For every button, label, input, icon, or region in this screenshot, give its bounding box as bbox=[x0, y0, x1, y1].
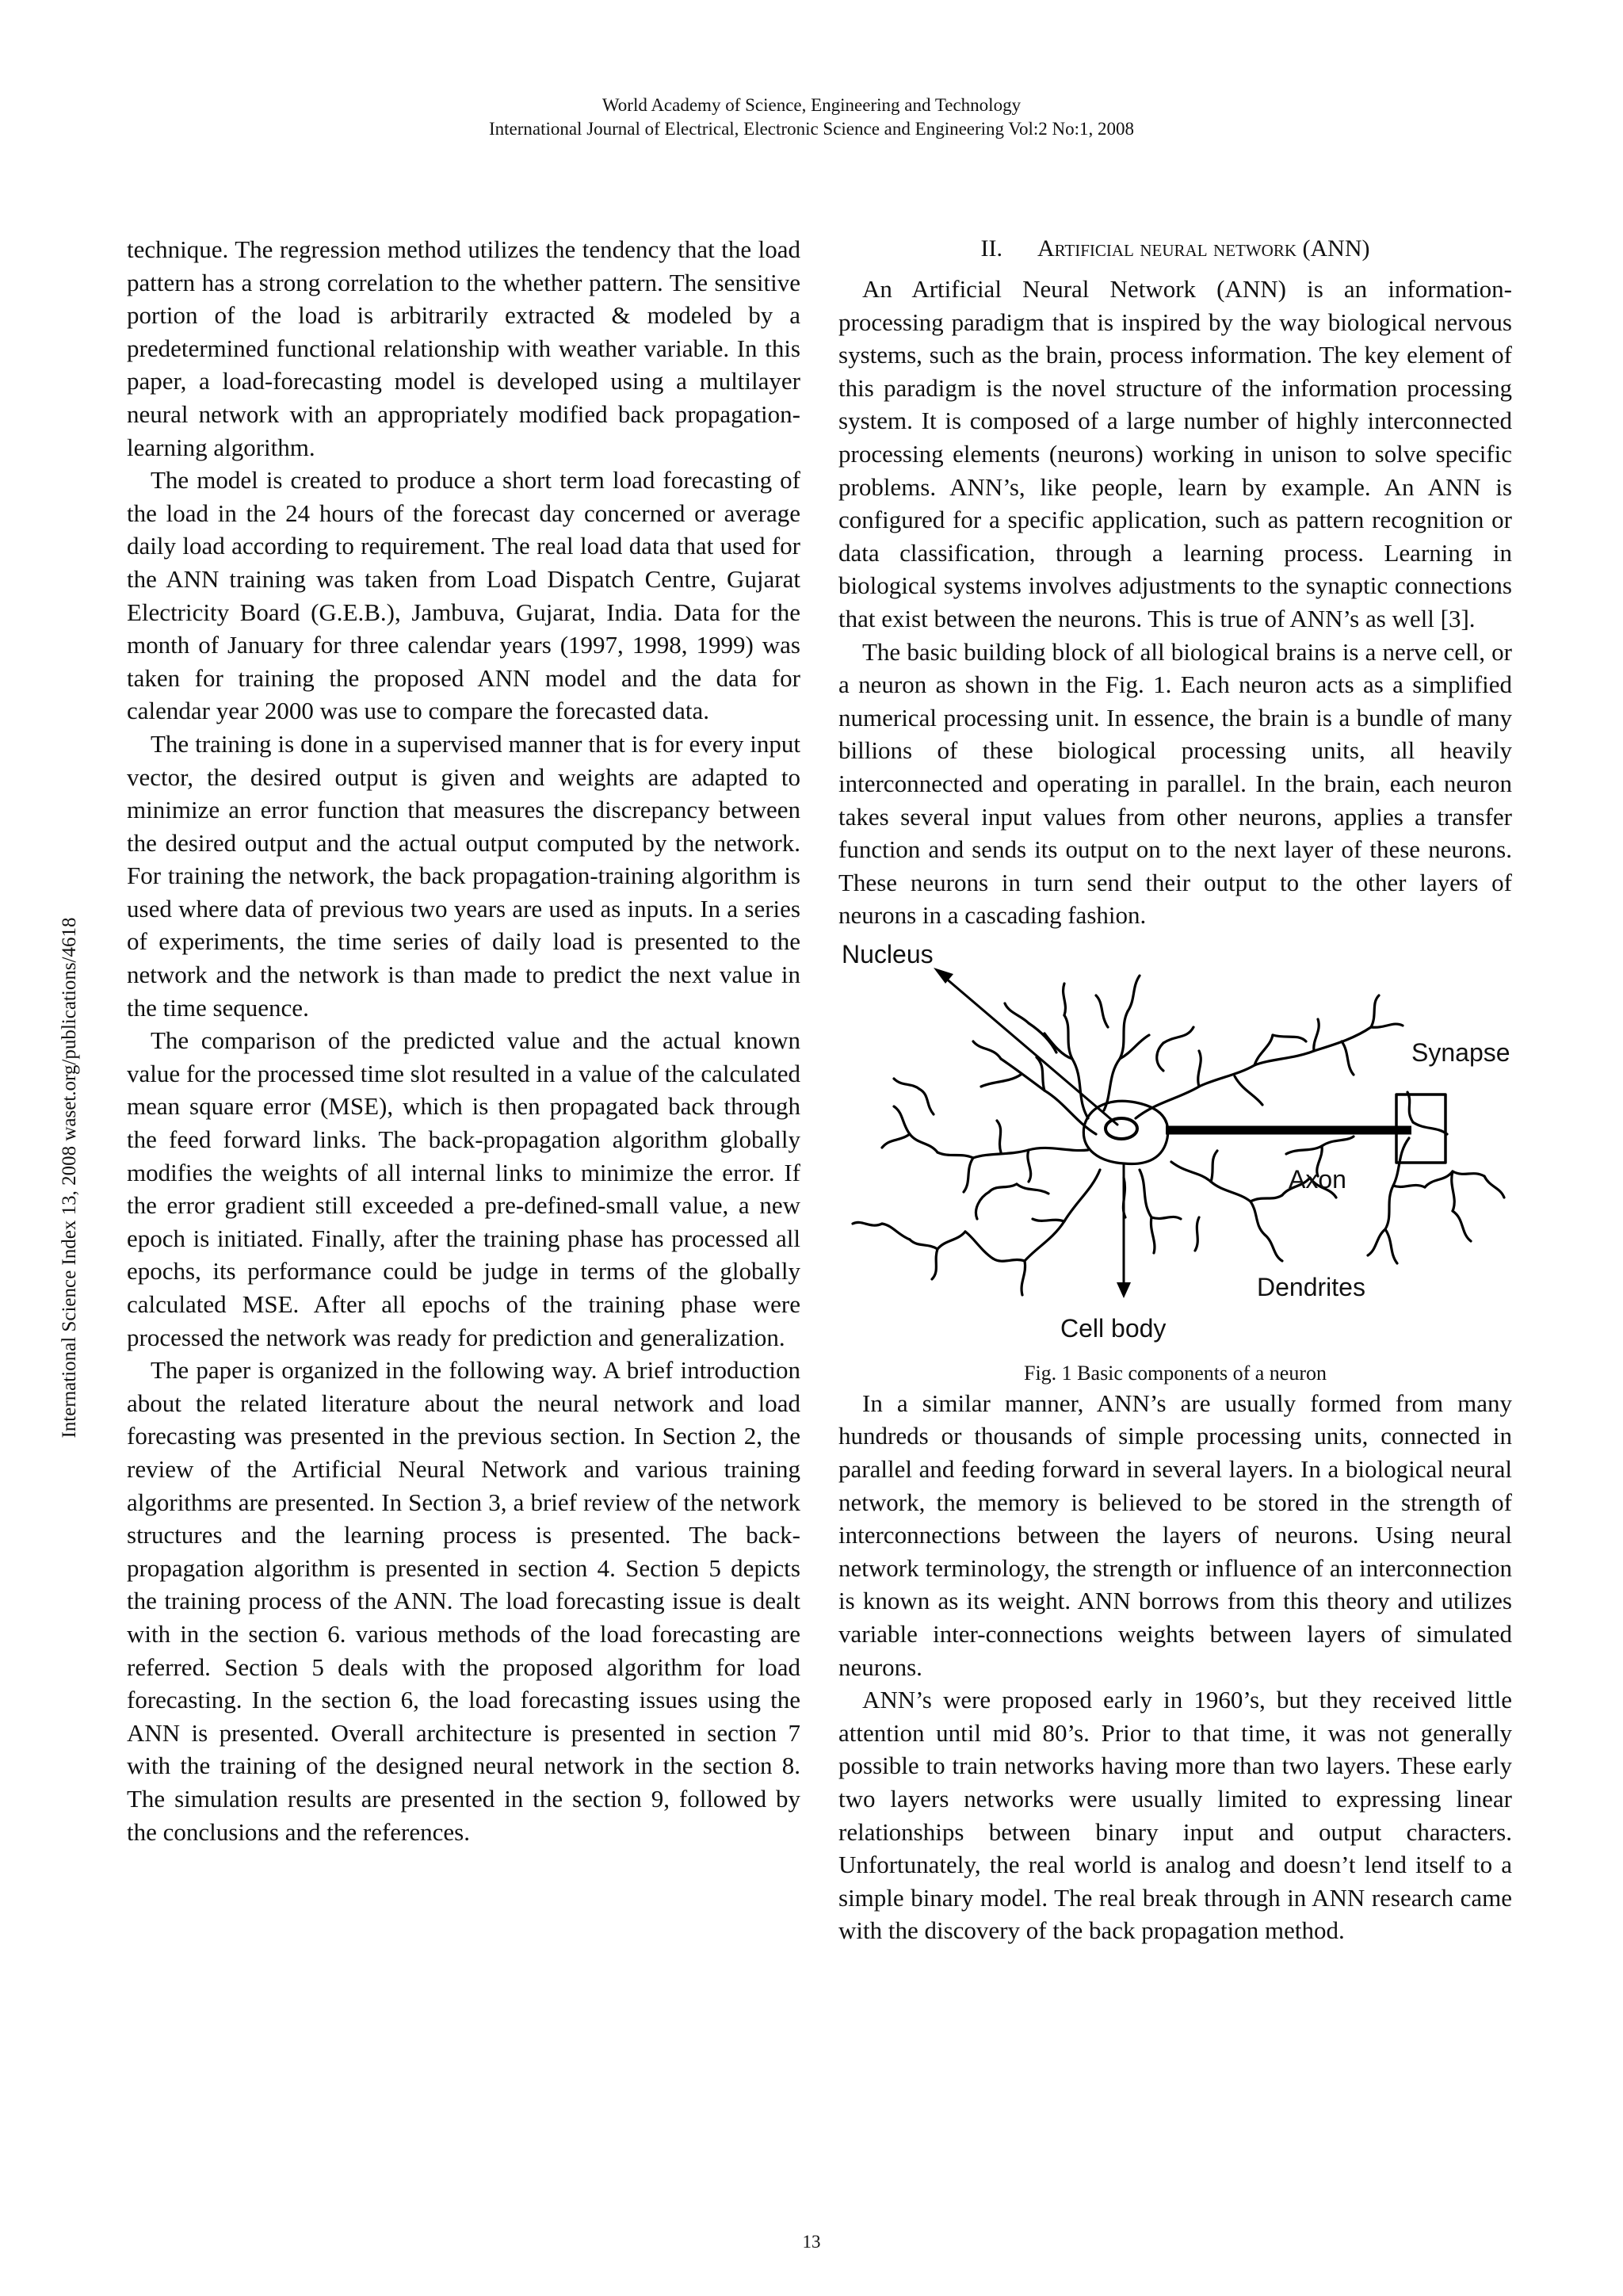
left-paragraph-4: The comparison of the predicted value and the actual known value for the processed time slot resulted in a value of the calculated mean square error (MSE), which is then propagated back through the feed forward links. The back-propagation algorithm globally modifies the weights of all internal links to minimize the error. If the error gradient still exceeded a pre-defined-small value, a new epoch is initiated. Finally, after the training phase has processed all epochs, its performance could be judge in terms of the globally calculated MSE. After all epochs of the training phase were processed the network was ready for prediction and generalization. bbox=[127, 1026, 800, 1351]
right-paragraph-4: ANN’s were proposed early in 1960’s, but they received little attention until mid 80’s. Prior to that time, it was not generally possible to train networks having more than two layers. These early two layers networks were usually limited to expressing linear relationships between binary input and output characters. Unfortunately, the real world is analog and doesn’t lend itself to a simple binary model. The real break through in ANN research came with the discovery of the back propagation method. bbox=[838, 1686, 1512, 1945]
nucleus-label: Nucleus bbox=[842, 939, 934, 968]
right-paragraph-2: The basic building block of all biological brains is a nerve cell, or a neuron as shown in the Fig. 1. Each neuron acts as a simplified numerical processing unit. In essence, the brain is a bundle of many billions of these biological processing units, all heavily interconnected and operating in parallel. In the brain, each neuron takes several input values from other neurons, applies a transfer function and sends its output on to the next layer of these neurons. These neurons in turn send their output to the other layers of neurons in a cascading fashion. bbox=[838, 637, 1512, 930]
section-title-abbr: (ANN) bbox=[1302, 235, 1370, 262]
journal-header-line-2: International Journal of Electrical, Electronic Science and Engineering Vol:2 No:1, 2008 bbox=[488, 119, 1135, 139]
left-paragraph-5: The paper is organized in the following way. A brief introduction about the related literature about the neural network and load forecasting was presented in the previous section. In Section 2, the review of the Artificial Neural Network and various training algorithms are presented. In Section 3, a brief review of the network structures and the learning process is presented. The back-propagation algorithm is presented in section 4. Section 5 depicts the training process of the ANN. The load forecasting issue is dealt with in the section 6. various methods of the load forecasting are referred. Section 5 deals with the proposed algorithm for load forecasting. In the section 6, the load forecasting issues using the ANN is presented. Overall architecture is presented in section 7 with the training of the designed neural network in the section 8. The simulation results are presented in the section 9, followed by the conclusions and the references. bbox=[127, 1356, 800, 1846]
right-column bbox=[838, 233, 1512, 1947]
synapse-label: Synapse bbox=[1411, 1037, 1510, 1067]
section-title: Artificial neural network bbox=[1037, 235, 1297, 262]
figure-caption: Fig. 1 Basic components of a neuron bbox=[1024, 1361, 1327, 1385]
nucleus-pointer bbox=[940, 973, 1117, 1125]
left-paragraph-1: technique. The regression method utilizes the tendency that the load pattern has a strong correlation to the whether pattern. The sensitive portion of the load is arbitrarily extracted & modeled by a predetermined functional relationship with weather variable. In this paper, a load-forecasting model is developed using a multilayer neural network with an appropriately modified back propagation-learning algorithm. bbox=[127, 235, 800, 461]
left-column bbox=[127, 233, 800, 1848]
journal-header-line-1: World Academy of Science, Engineering and Technology bbox=[601, 95, 1022, 115]
neuron-diagram bbox=[838, 940, 1512, 1360]
axon-label: Axon bbox=[1289, 1164, 1346, 1194]
neuron-figure bbox=[838, 940, 1512, 1360]
page-number: 13 bbox=[802, 2232, 821, 2252]
side-index-stamp: International Science Index 13, 2008 waset.org/publications/4618 bbox=[59, 917, 80, 1438]
cell-body-outline bbox=[1083, 1101, 1167, 1163]
dendrites-label: Dendrites bbox=[1257, 1272, 1365, 1301]
left-paragraph-3: The training is done in a supervised manner that is for every input vector, the desired output is given and weights are adapted to minimize an error function that measures the discrepancy between the desired output and the actual output computed by the network. For training the network, the back propagation-training algorithm is used where data of previous two years are used as inputs. In a series of experiments, the time series of daily load is presented to the network and the network is than made to predict the next value in the time sequence. bbox=[127, 729, 800, 1022]
page-header bbox=[0, 94, 1623, 141]
cell-body-label: Cell body bbox=[1060, 1313, 1167, 1343]
right-paragraph-3: In a similar manner, ANN’s are usually formed from many hundreds or thousands of simple processing units, connected in parallel and feeding forward in several layers. In a biological neural network, the memory is believed to be stored in the strength of interconnections between the layers of neurons. Using neural network terminology, the strength or influence of an interconnection is known as its weight. ANN borrows from this theory and utilizes variable inter-connections weights between layers of simulated neurons. bbox=[838, 1389, 1512, 1681]
right-paragraph-1: An Artificial Neural Network (ANN) is an information-processing paradigm that is inspired by the way biological nervous systems, such as the brain, process information. The key element of this paradigm is the novel structure of the information processing system. It is composed of a large number of highly interconnected processing elements (neurons) working in unison to solve specific problems. ANN’s, like people, learn by example. An ANN is configured for a specific application, such as pattern recognition or data classification, through a learning process. Learning in biological systems involves adjustments to the synaptic connections that exist between the neurons. This is true of ANN’s as well [3]. bbox=[838, 275, 1512, 632]
dendrites-drawing bbox=[853, 976, 1504, 1295]
section-number: II. bbox=[980, 235, 1002, 262]
cell-body-arrowhead bbox=[1117, 1282, 1131, 1298]
left-paragraph-2: The model is created to produce a short term load forecasting of the load in the 24 hours of the forecast day concerned or average daily load according to requirement. The real load data that used for the ANN training was taken from Load Dispatch Centre, Gujarat Electricity Board (G.E.B.), Jambuva, Gujarat, India. Data for the month of January for three calendar years (1997, 1998, 1999) was taken for training the proposed ANN model and the data for calendar year 2000 was use to compare the forecasted data. bbox=[127, 466, 800, 725]
nucleus-shape bbox=[1106, 1118, 1137, 1139]
section-heading bbox=[838, 233, 1512, 265]
